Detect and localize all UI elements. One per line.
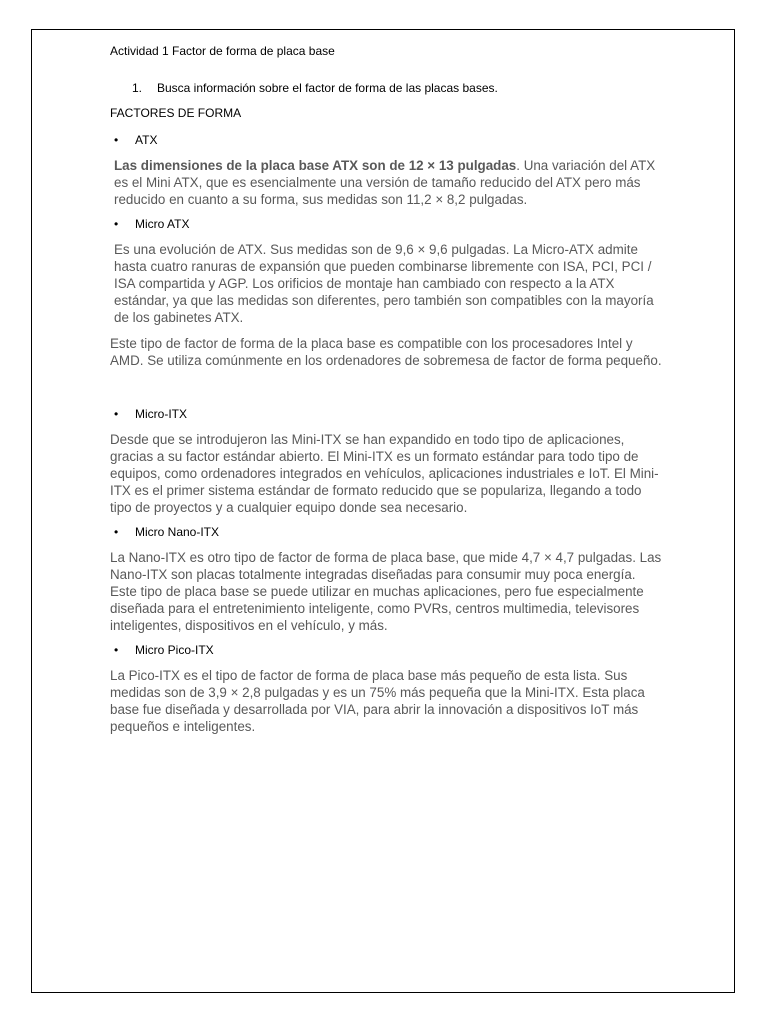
bullet-dot: • (114, 133, 119, 147)
document-page (31, 29, 735, 993)
bullet-micro-itx (110, 407, 666, 422)
pico-itx-paragraph: La Pico-ITX es el tipo de factor de forma de placa base más pequeño de esta lista. Sus medidas son de 3,9 × 2,8 pulgadas y es un 75% más pequeña que la Mini-ITX. Esta placa base fue diseñada y desarrollada por VIA, para abrir la innovación a dispositivos IoT más pequeños e inteligentes. (110, 668, 645, 734)
section-heading: FACTORES DE FORMA (110, 106, 242, 120)
document-content (110, 44, 666, 744)
task-item (110, 81, 666, 96)
atx-text: . Una variación del ATX es el Mini ATX, que es esencialmente una versión de tamaño reducido del ATX pero más reducido en cuanto a su forma, sus medidas son 11,2 × 8,2 pulgadas. (114, 158, 656, 207)
bullet-dot: • (114, 525, 119, 539)
bullet-dot: • (114, 643, 119, 657)
document-title: Actividad 1 Factor de forma de placa base (110, 44, 335, 58)
bullet-atx (110, 133, 666, 148)
bullet-micro-atx (110, 217, 666, 232)
atx-bold-text: Las dimensiones de la placa base ATX son de 12 × 13 pulgadas (114, 158, 517, 173)
bullet-nano-itx (110, 525, 666, 540)
blank-space (110, 378, 666, 407)
bullet-dot: • (114, 407, 119, 421)
micro-atx-paragraph-2: Este tipo de factor de forma de la placa base es compatible con los procesadores Intel y AMD. Se utiliza comúnmente en los ordenadores de sobremesa de factor de forma pequeño. (110, 336, 662, 368)
bullet-label: Micro ATX (135, 217, 190, 231)
task-number: 1. (132, 81, 143, 95)
micro-itx-paragraph: Desde que se introdujeron las Mini-ITX se han expandido en todo tipo de aplicaciones, gracias a su factor estándar abierto. El Mini-ITX es un formato estándar para todo tipo de equipos, como ordenadores integrados en vehículos, aplicaciones industriales e IoT. El Mini-ITX es el primer sistema estándar de formato reducido que se populariza, llegando a todo tipo de proyectos y a cualquier equipo donde sea necesario. (110, 432, 659, 515)
bullet-label: Micro Nano-ITX (135, 525, 220, 539)
bullet-pico-itx (110, 643, 666, 658)
bullet-label: Micro-ITX (135, 407, 187, 421)
atx-paragraph (110, 157, 666, 208)
bullet-label: ATX (135, 133, 158, 147)
micro-atx-paragraph-1: Es una evolución de ATX. Sus medidas son de 9,6 × 9,6 pulgadas. La Micro-ATX admite hasta cuatro ranuras de expansión que pueden combinarse libremente con ISA, PCI, PCI / ISA compartida y AGP. Los orificios de montaje han cambiado con respecto a la ATX estándar, ya que las medidas son diferentes, pero también son compatibles con la mayoría de los gabinetes ATX. (114, 242, 654, 325)
task-text: Busca información sobre el factor de forma de las placas bases. (157, 81, 498, 95)
bullet-dot: • (114, 217, 119, 231)
bullet-label: Micro Pico-ITX (135, 643, 214, 657)
nano-itx-paragraph: La Nano-ITX es otro tipo de factor de forma de placa base, que mide 4,7 × 4,7 pulgadas. Las Nano-ITX son placas totalmente integradas diseñadas para consumir muy poca energía. Este tipo de placa base se puede utilizar en muchas aplicaciones, pero fue especialmente diseñada para el entretenimiento inteligente, como PVRs, centros multimedia, televisores inteligentes, dispositivos en el vehículo, y más. (110, 550, 662, 633)
